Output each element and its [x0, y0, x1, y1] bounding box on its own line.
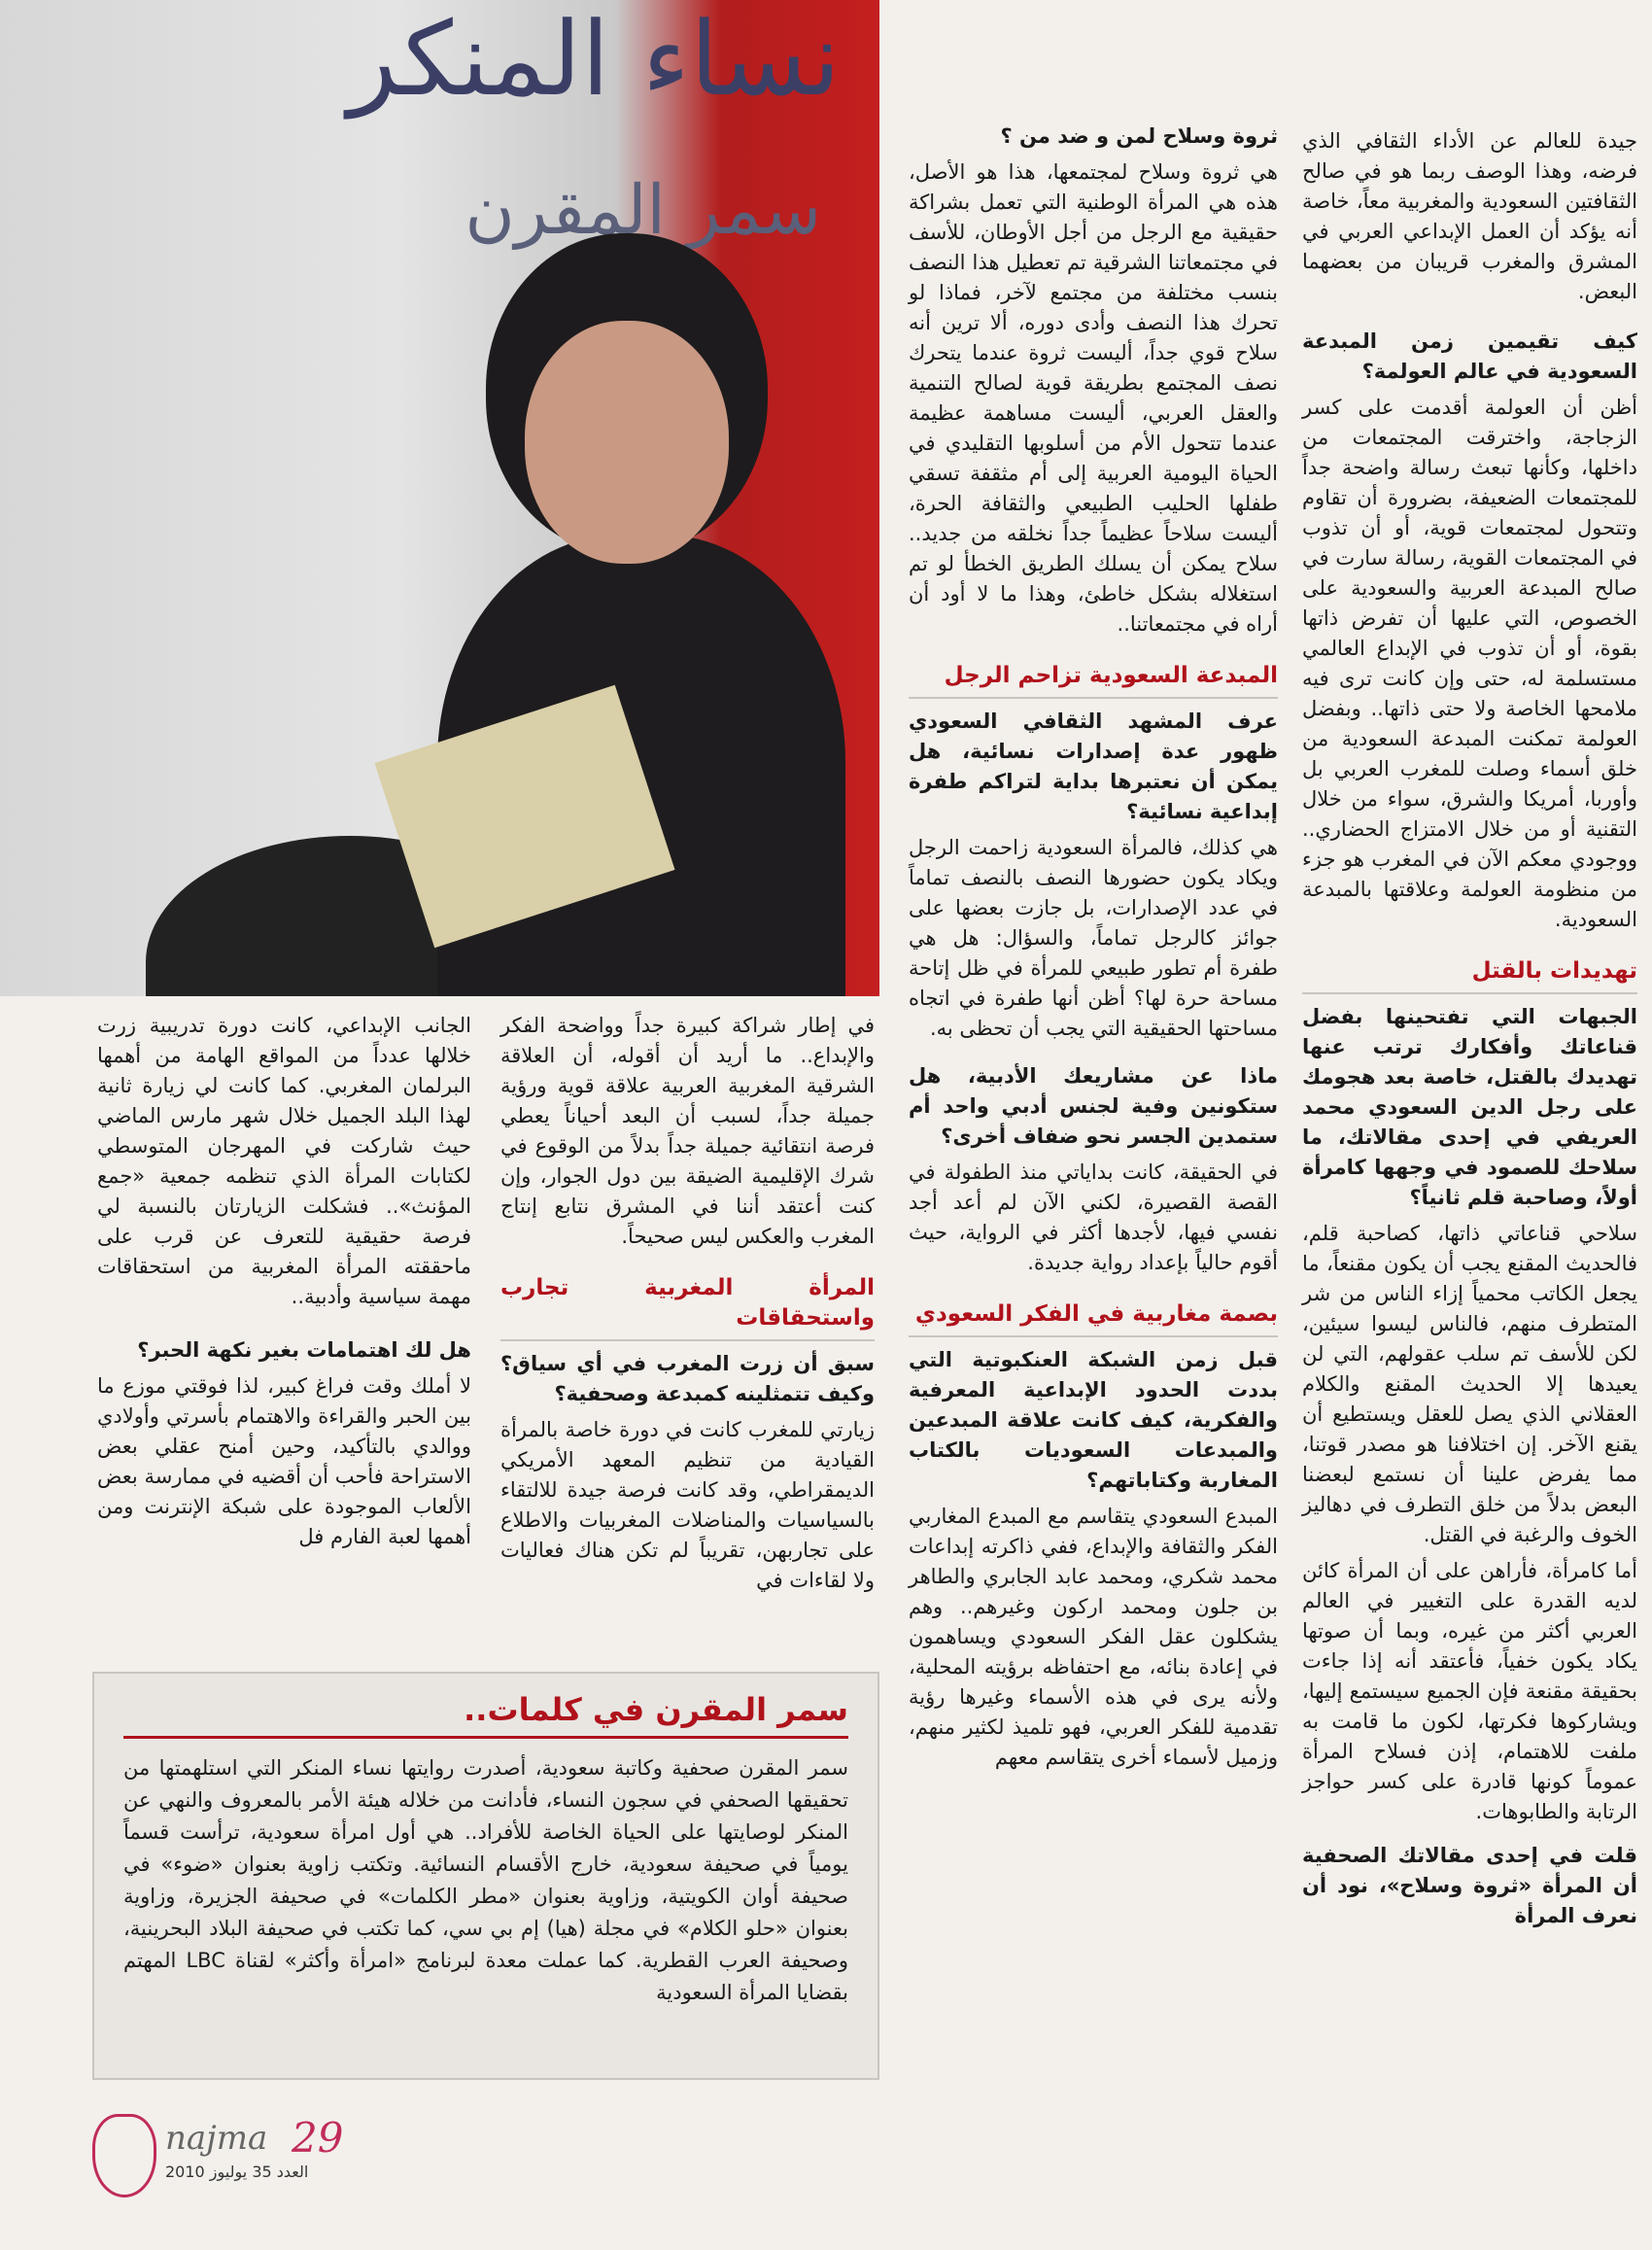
magazine-logo-icon	[92, 2114, 156, 2198]
answer: في إطار شراكة كبيرة جداً وواضحة الفكر والإبداع.. ما أريد أن أقوله، أن العلاقة الشرقية المغربية العربية علاقة قوية ورؤية جميلة جداً، لسبب أن البعد أحياناً يعطي فرصة انتقائية جميلة جداً بدلاً من الوقوع في شرك الإقليمية الضيقة بين دول الجوار، وإن كنت أعتقد أننا في المشرق نتابع إنتاج المغرب والعكس ليس صحيحاً.	[500, 1014, 875, 1248]
answer: أظن أن العولمة أقدمت على كسر الزجاجة، واخترقت المجتمعات من داخلها، وكأنها تبعث رسالة واضحة جداً للمجتمعات الضعيفة، بضرورة أن تقاوم وتتحول لمجتمعات قوية، أو أن تذوب في المجتمعات القوية، رسالة سارت في صالح المبدعة العربية والسعودية على الخصوص، التي عليها أن تفرض ذاتها بقوة، أو أن تذوب في الإبداع العالمي مستسلمة له، حتى وإن كانت ترى فيه ملامحها الخاصة ولا حتى ذاتها.. وبفضل العولمة تمكنت المبدعة السعودية من خلق أسماء وصلت للمغرب العربي بل وأوربا، أمريكا والشرق، سواء من خلال التقنية أو من خلال الامتزاج الحضاري.. ووجودي معكم الآن في المغرب هو جزء من منظومة العولمة وعلاقتها بالمبدعة السعودية.	[1302, 396, 1637, 931]
answer: لا أملك وقت فراغ كبير، لذا فوقتي موزع ما بين الحبر والقراءة والاهتمام بأسرتي وأولادي ووالدي بالتأكيد، وحين أمنح عقلي بعض الاستراحة فأحب أن أقضيه في ممارسة بعض الألعاب الموجودة على شبكة الإنترنت ومن أهمها لعبة الفارم فل	[97, 1374, 471, 1548]
article-photo	[0, 0, 879, 996]
answer: في الحقيقة، كانت بداياتي منذ الطفولة في القصة القصيرة، لكني الآن لم أعد أجد نفسي فيها، لأجدها أكثر في الرواية، حيث أقوم حالياً بإعداد رواية جديدة.	[909, 1160, 1278, 1274]
column-far-right	[1302, 126, 1637, 1937]
answer: هي ثروة وسلاح لمجتمعها، هذا هو الأصل، هذه هي المرأة الوطنية التي تعمل بشراكة حقيقية مع الرجل من أجل الأوطان، للأسف في مجتمعاتنا الشرقية تم تعطيل هذا النصف بنسب مختلفة من مجتمع لآخر، فماذا لو تحرك هذا النصف وأدى دوره، ألا ترين أنه سلاح قوي جداً، أليست ثروة عندما يتحرك نصف المجتمع بطريقة قوية لصالح التنمية والعقل العربي، أليست مساهمة عظيمة عندما تتحول الأم من أسلوبها التقليدي في الحياة اليومية العربية إلى أم مثقفة تسقي طفلها الحليب الطبيعي والثقافة الحرة، أليست سلاحاً عظيماً جداً نخلقه من جديد.. سلاح يمكن أن يسلك الطريق الخطأ لو تم استغلاله بشكل خاطئ، وهذا ما لا أود أن أراه في مجتمعاتنا..	[909, 160, 1278, 636]
answer: المبدع السعودي يتقاسم مع المبدع المغاربي الفكر والثقافة والإبداع، ففي ذاكرته إبداعات محمد شكري، ومحمد عابد الجابري والطاهر بن جلون ومحمد اركون وغيرهم.. وهم يشكلون عقل الفكر السعودي ويساهمون في إعادة بنائه، مع احتفاظه برؤيته المحلية، ولأنه يرى في هذه الأسماء وغيرها رؤية تقدمية للفكر العربي، فهو تلميذ لكثير منهم، وزميل لأسماء أخرى يتقاسم معهم	[909, 1505, 1278, 1769]
poster-book-title: نساء المنكر	[347, 0, 841, 119]
question: هل لك اهتمامات بغير نكهة الحبر؟	[137, 1338, 471, 1362]
page-footer	[92, 2114, 403, 2192]
section-heading: بصمة مغاربية في الفكر السعودي	[909, 1299, 1278, 1337]
question: قلت في إحدى مقالاتك الصحفية أن المرأة «ثروة وسلاح»، نود أن نعرف المرأة	[1302, 1844, 1637, 1927]
bio-box	[92, 1672, 879, 2080]
magazine-name: najma	[165, 2119, 268, 2158]
answer: الجانب الإبداعي، كانت دورة تدريبية زرت خلالها عدداً من المواقع الهامة من أهمها البرلمان المغربي. كما كانت لي زيارة ثانية لهذا البلد الجميل خلال شهر مارس الماضي حيث شاركت في المهرجان المتوسطي لكتابات المرأة الذي تنظمه جمعية «جمع المؤنث».. فشكلت الزيارتان بالنسبة لي فرصة حقيقية للتعرف عن قرب على ماحققته المرأة المغربية من استحقاقات مهمة سياسية وأدبية..	[97, 1014, 471, 1308]
column-lower-left	[97, 1011, 471, 1558]
question: كيف تقيمين زمن المبدعة السعودية في عالم العولمة؟	[1302, 329, 1637, 383]
paragraph: جيدة للعالم عن الأداء الثقافي الذي فرضه، وهذا الوصف ربما هو في صالح الثقافتين السعودية والمغربية معاً، خاصة أنه يؤكد أن العمل الإبداعي العربي في المشرق والمغرب قريبان من بعضهما البعض.	[1302, 129, 1637, 303]
answer: أما كامرأة، فأراهن على أن المرأة كائن لديه القدرة على التغيير في العالم العربي أكثر من غيره، وبما أن صوتها يكاد يكون خفياً، فأعتقد أنه إذا جاءت بحقيقة مقنعة فإن الجميع سيستمع إليها، ويشاركوها فكرتها، لكون ما قامت به ملفت للاهتمام، إذن فسلاح المرأة عموماً كونها قادرة على كسر حواجز الرتابة والطابوهات.	[1302, 1559, 1637, 1823]
column-lower-center	[500, 1011, 875, 1602]
question: عرف المشهد الثقافي السعودي ظهور عدة إصدارات نسائية، هل يمكن أن نعتبرها بداية لتراكم طفرة إبداعية نسائية؟	[909, 710, 1278, 823]
issue-info: العدد 35 يوليوز 2010	[165, 2163, 309, 2181]
answer: سلاحي قناعاتي ذاتها، كصاحبة قلم، فالحديث المقنع يجب أن يكون مقنعاً، ما يجعل الكاتب محمياً إزاء الناس من شر المتطرف منهم، فالناس ليسوا سيئين، لكن للأسف تم سلب عقولهم، التي لن يعيدها إلا الحديث المقنع والكلام العقلاني الذي يصل للعقل ويستطيع أن يقنع الآخر. إن اختلافنا هو مصدر قوتنا، مما يفرض علينا أن نستمع لبعضنا البعض بدلاً من خلق التطرف في دهاليز الخوف والرغبة في القتل.	[1302, 1222, 1637, 1546]
question: ماذا عن مشاريعك الأدبية، هل ستكونين وفية لجنس أدبي واحد أم ستمدين الجسر نحو ضفاف أخرى؟	[909, 1064, 1278, 1148]
answer: هي كذلك، فالمرأة السعودية زاحمت الرجل ويكاد يكون حضورها النصف بالنصف تماماً في عدد الإصدارات، بل جازت بعضها على جوائز كالرجل تماماً، والسؤال: هل هي طفرة أم تطور طبيعي للمرأة في ظل إتاحة مساحة حرة لها؟ أظن أنها طفرة في اتجاه مساحتها الحقيقية التي يجب أن تحظى به.	[909, 836, 1278, 1040]
section-heading: المرأة المغربية تجارب واستحقاقات	[500, 1273, 875, 1341]
question: ثروة وسلاح لمن و ضد من ؟	[1000, 124, 1278, 148]
column-middle	[909, 121, 1278, 1779]
poster-author-name: سمر المقرن	[465, 170, 821, 250]
question: قبل زمن الشبكة العنكبوتية التي بددت الحدود الإبداعية المعرفية والفكرية، كيف كانت علاقة المبدعين والمبدعات السعوديات بالكتاب المغاربة وكتاباتهم؟	[909, 1348, 1278, 1492]
section-heading: تهديدات بالقتل	[1302, 956, 1637, 994]
section-heading: المبدعة السعودية تزاحم الرجل	[909, 661, 1278, 699]
page-number: 29	[292, 2114, 344, 2162]
question: سبق أن زرت المغرب في أي سياق؟ وكيف تتمثلينه كمبدعة وصحفية؟	[500, 1352, 875, 1405]
answer: زيارتي للمغرب كانت في دورة خاصة بالمرأة القيادية من تنظيم المعهد الأمريكي الديمقراطي، وقد كانت فرصة جيدة للالتقاء بالسياسيات والمناضلات المغربيات والاطلاع على تجاربهن، تقريباً لم تكن هناك فعاليات ولا لقاءات في	[500, 1418, 875, 1592]
question: الجبهات التي تفتحينها بفضل قناعاتك وأفكارك ترتب عنها تهديدك بالقتل، خاصة بعد هجومك على رجل الدين السعودي محمد العريفي في إحدى مقالاتك، ما سلاحك للصمود في وجهها كامرأة أولاً، وصاحبة قلم ثانياً؟	[1302, 1005, 1637, 1209]
woman-figure-head	[525, 321, 729, 564]
bio-box-text: سمر المقرن صحفية وكاتبة سعودية، أصدرت روايتها نساء المنكر التي استلهمتها من تحقيقها الصحفي في سجون النساء، فأدانت من خلاله هيئة الأمر بالمعروف والنهي عن المنكر لوصايتها على الحياة الخاصة للأفراد.. هي أول امرأة سعودية، ترأست قسماً يومياً في صحيفة سعودية، خارج الأقسام النسائية. وتكتب زاوية بعنوان «ضوء» في صحيفة أوان الكويتية، وزاوية بعنوان «مطر الكلمات» في صحيفة الجزيرة، وزاوية بعنوان «حلو الكلام» في مجلة (هيا) إم بي سي، كما تكتب في صحيفة البلاد البحرينية، وصحيفة العرب القطرية. كما عملت معدة لبرنامج «امرأة وأكثر» لقناة LBC المهتم بقضايا المرأة السعودية	[123, 1756, 848, 2004]
bio-box-title: سمر المقرن في كلمات..	[123, 1691, 848, 1739]
